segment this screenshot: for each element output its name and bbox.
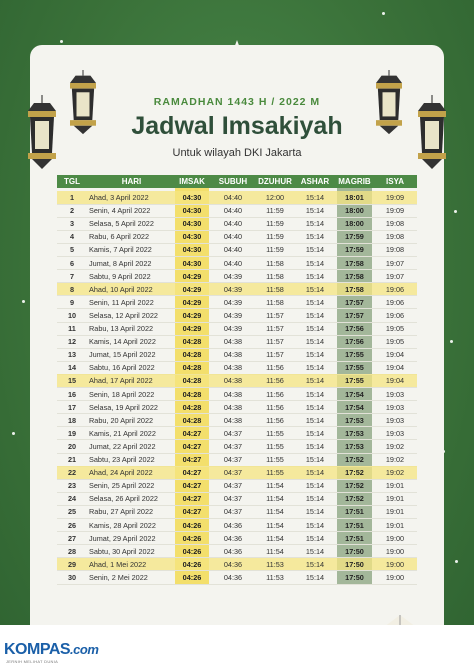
cell-magrib: 17:53 — [345, 441, 364, 451]
cell-hari: Rabu, 20 April 2022 — [89, 415, 154, 425]
cell-magrib: 18:00 — [345, 206, 364, 216]
table-row — [57, 440, 417, 453]
cell-isya: 19:04 — [385, 363, 405, 373]
cell-isya: 19:07 — [385, 271, 405, 281]
cell-tgl: 11 — [68, 324, 76, 333]
cell-subuh: 04:36 — [223, 559, 243, 569]
cell-subuh: 04:40 — [223, 193, 243, 202]
table-row — [57, 545, 417, 558]
cell-tgl: 2 — [69, 206, 75, 216]
cell-ashar: 15:14 — [305, 232, 325, 242]
cell-imsak: 04:28 — [182, 376, 202, 386]
cell-imsak: 04:30 — [182, 206, 202, 216]
cell-subuh: 04:38 — [223, 376, 243, 386]
cell-magrib: 17:58 — [345, 271, 364, 281]
cell-isya: 19:02 — [385, 455, 405, 464]
cell-hari: Senin, 4 April 2022 — [89, 206, 151, 216]
cell-hari: Ahad, 3 April 2022 — [89, 193, 149, 202]
cell-tgl: 18 — [67, 415, 77, 425]
header-imsak: IMSAK — [179, 177, 205, 186]
logo-main: KOMPAS — [4, 641, 71, 658]
cell-hari: Senin, 11 April 2022 — [89, 297, 154, 307]
cell-dzuhur: 11:57 — [266, 337, 284, 347]
cell-subuh: 04:39 — [223, 310, 243, 320]
cell-imsak: 04:27 — [182, 507, 202, 517]
cell-dzuhur: 11:57 — [266, 324, 284, 333]
cell-dzuhur: 11:57 — [266, 310, 284, 320]
ramadhan-year-label: RAMADHAN 1443 H / 2022 M — [153, 96, 321, 108]
cell-hari: Selasa, 26 April 2022 — [89, 494, 158, 504]
cell-tgl: 10 — [67, 310, 77, 320]
cell-dzuhur: 11:56 — [266, 376, 284, 386]
cell-tgl: 27 — [67, 533, 77, 543]
cell-dzuhur: 11:59 — [266, 232, 284, 242]
cell-magrib: 17:51 — [345, 507, 364, 517]
cell-dzuhur: 11:55 — [266, 468, 284, 478]
cell-tgl: 25 — [67, 507, 77, 517]
cell-magrib: 17:52 — [345, 468, 364, 478]
cell-imsak: 04:29 — [182, 297, 202, 307]
cell-subuh: 04:39 — [223, 284, 243, 294]
star-icon — [455, 560, 458, 563]
logo-suffix: .com — [70, 642, 99, 657]
table-row — [57, 388, 417, 401]
cell-subuh: 04:36 — [223, 533, 243, 543]
cell-magrib: 17:53 — [345, 415, 364, 425]
cell-imsak: 04:28 — [182, 389, 202, 399]
table-row — [57, 217, 417, 230]
cell-magrib: 17:54 — [345, 389, 364, 399]
table-row — [57, 191, 417, 204]
cell-ashar: 15:14 — [305, 271, 325, 281]
cell-ashar: 15:14 — [305, 206, 325, 216]
cell-hari: Senin, 18 April 2022 — [89, 389, 155, 399]
cell-tgl: 16 — [67, 389, 77, 399]
cell-isya: 19:07 — [385, 258, 405, 268]
cell-magrib: 17:53 — [345, 428, 364, 438]
cell-hari: Rabu, 6 April 2022 — [89, 232, 150, 242]
cell-imsak: 04:28 — [182, 350, 202, 360]
cell-imsak: 04:30 — [182, 258, 202, 268]
table-row — [57, 519, 417, 532]
cell-magrib: 18:01 — [345, 193, 364, 202]
cell-tgl: 3 — [69, 219, 75, 229]
cell-imsak: 04:26 — [182, 546, 202, 556]
cell-hari: Jumat, 29 April 2022 — [89, 533, 156, 543]
cell-isya: 19:04 — [385, 350, 405, 360]
cell-magrib: 17:50 — [345, 559, 364, 569]
table-row — [57, 532, 417, 545]
cell-magrib: 17:55 — [345, 350, 364, 360]
cell-imsak: 04:26 — [182, 520, 202, 530]
cell-hari: Senin, 25 April 2022 — [89, 481, 155, 491]
cell-tgl: 9 — [69, 297, 75, 307]
cell-subuh: 04:37 — [223, 468, 243, 478]
cell-hari: Senin, 2 Mei 2022 — [89, 572, 148, 582]
cell-isya: 19:09 — [385, 206, 405, 216]
cell-hari: Selasa, 5 April 2022 — [89, 219, 154, 229]
star-icon — [454, 210, 457, 213]
cell-imsak: 04:29 — [182, 324, 202, 333]
kompas-logo[interactable] — [4, 641, 98, 659]
table-row — [57, 558, 417, 571]
cell-dzuhur: 11:55 — [266, 455, 284, 464]
table-row — [57, 492, 417, 505]
cell-subuh: 04:37 — [223, 428, 243, 438]
cell-subuh: 04:37 — [223, 494, 243, 504]
cell-subuh: 04:38 — [223, 363, 243, 373]
cell-isya: 19:02 — [385, 468, 405, 478]
cell-hari: Sabtu, 23 April 2022 — [89, 455, 155, 464]
cell-isya: 19:08 — [385, 219, 405, 229]
cell-ashar: 15:14 — [305, 428, 325, 438]
cell-hari: Sabtu, 9 April 2022 — [89, 271, 151, 281]
table-row — [57, 361, 417, 374]
cell-hari: Jumat, 8 April 2022 — [89, 258, 152, 268]
cell-isya: 19:01 — [385, 481, 405, 491]
cell-magrib: 17:52 — [345, 481, 364, 491]
cell-tgl: 14 — [67, 363, 77, 373]
cell-tgl: 8 — [69, 284, 75, 294]
cell-ashar: 15:14 — [305, 494, 325, 504]
table-row — [57, 283, 417, 296]
cell-hari: Rabu, 13 April 2022 — [89, 324, 154, 333]
cell-magrib: 17:51 — [345, 520, 364, 530]
cell-ashar: 15:14 — [305, 441, 325, 451]
cell-dzuhur: 11:55 — [266, 441, 284, 451]
cell-isya: 19:05 — [385, 324, 405, 333]
cell-tgl: 15 — [67, 376, 77, 386]
cell-subuh: 04:39 — [223, 297, 243, 307]
header-subuh: SUBUH — [218, 177, 248, 186]
cell-isya: 19:02 — [385, 441, 405, 451]
cell-hari: Rabu, 27 April 2022 — [89, 507, 154, 517]
cell-dzuhur: 11:55 — [266, 428, 284, 438]
cell-dzuhur: 11:57 — [266, 350, 284, 360]
cell-ashar: 15:14 — [305, 193, 325, 202]
cell-hari: Ahad, 17 April 2022 — [89, 376, 153, 386]
cell-tgl: 21 — [67, 455, 77, 464]
cell-tgl: 6 — [69, 258, 75, 268]
header-isya: ISYA — [386, 177, 404, 186]
cell-subuh: 04:36 — [223, 546, 243, 556]
cell-hari: Selasa, 12 April 2022 — [89, 310, 158, 320]
table-row — [57, 427, 417, 440]
table-header — [57, 175, 417, 188]
table-row — [57, 296, 417, 309]
cell-ashar: 15:14 — [305, 533, 325, 543]
cell-subuh: 04:39 — [223, 271, 243, 281]
cell-imsak: 04:27 — [182, 494, 202, 504]
star-icon — [12, 432, 15, 435]
cell-ashar: 15:14 — [305, 363, 325, 373]
cell-imsak: 04:27 — [182, 481, 202, 491]
cell-tgl: 29 — [67, 559, 77, 569]
cell-tgl: 4 — [69, 232, 75, 242]
cell-dzuhur: 11:58 — [266, 258, 284, 268]
cell-ashar: 15:14 — [305, 297, 325, 307]
cell-imsak: 04:27 — [182, 468, 202, 478]
cell-isya: 19:06 — [385, 297, 405, 307]
cell-tgl: 1 — [69, 193, 75, 202]
cell-ashar: 15:14 — [305, 559, 325, 569]
cell-subuh: 04:40 — [223, 245, 243, 255]
cell-subuh: 04:37 — [223, 455, 243, 464]
cell-subuh: 04:40 — [223, 219, 243, 229]
cell-imsak: 04:27 — [182, 455, 202, 464]
table-row — [57, 257, 417, 270]
cell-dzuhur: 11:54 — [266, 507, 284, 517]
header-dzuhur: DZUHUR — [258, 177, 292, 186]
star-icon — [22, 300, 25, 303]
cell-ashar: 15:14 — [305, 337, 325, 347]
cell-dzuhur: 11:56 — [266, 402, 284, 412]
cell-hari: Ahad, 24 April 2022 — [89, 468, 153, 478]
cell-hari: Ahad, 1 Mei 2022 — [89, 559, 147, 569]
star-icon — [60, 40, 63, 43]
cell-ashar: 15:14 — [305, 350, 325, 360]
cell-tgl: 19 — [67, 428, 77, 438]
cell-imsak: 04:30 — [182, 193, 202, 202]
cell-tgl: 24 — [67, 494, 77, 504]
table-row — [57, 466, 417, 479]
cell-tgl: 23 — [67, 481, 77, 491]
table-row — [57, 243, 417, 256]
cell-isya: 19:08 — [385, 232, 405, 242]
cell-ashar: 15:14 — [305, 468, 325, 478]
cell-magrib: 17:58 — [345, 284, 364, 294]
cell-tgl: 28 — [67, 546, 77, 556]
cell-magrib: 17:51 — [345, 533, 364, 543]
cell-magrib: 17:59 — [345, 232, 364, 242]
table-row — [57, 230, 417, 243]
cell-isya: 19:06 — [385, 310, 405, 320]
cell-magrib: 17:57 — [345, 297, 364, 307]
cell-ashar: 15:14 — [305, 219, 325, 229]
cell-isya: 19:01 — [385, 520, 405, 530]
cell-ashar: 15:14 — [305, 481, 325, 491]
star-icon — [450, 340, 453, 343]
star-icon — [382, 12, 385, 15]
cell-hari: Jumat, 22 April 2022 — [89, 441, 156, 451]
cell-magrib: 17:55 — [345, 376, 364, 386]
cell-subuh: 04:40 — [223, 258, 243, 268]
table-row — [57, 571, 417, 584]
cell-ashar: 15:14 — [305, 402, 325, 412]
table-row — [57, 204, 417, 217]
cell-imsak: 04:26 — [182, 559, 202, 569]
cell-dzuhur: 11:58 — [266, 297, 284, 307]
cell-ashar: 15:14 — [305, 376, 325, 386]
page-title: Jadwal Imsakiyah — [131, 112, 343, 140]
cell-ashar: 15:14 — [305, 520, 325, 530]
cell-subuh: 04:36 — [223, 520, 243, 530]
cell-imsak: 04:27 — [182, 441, 202, 451]
table-row — [57, 309, 417, 322]
cell-isya: 19:01 — [385, 494, 405, 504]
cell-ashar: 15:14 — [305, 258, 325, 268]
cell-hari: Ahad, 10 April 2022 — [89, 284, 153, 294]
cell-dzuhur: 11:56 — [266, 415, 284, 425]
cell-imsak: 04:28 — [182, 337, 202, 347]
cell-ashar: 15:14 — [305, 389, 325, 399]
cell-magrib: 17:50 — [345, 546, 364, 556]
cell-magrib: 17:54 — [345, 402, 364, 412]
table-row — [57, 505, 417, 518]
cell-ashar: 15:14 — [305, 507, 325, 517]
cell-tgl: 22 — [67, 468, 77, 478]
cell-imsak: 04:28 — [182, 402, 202, 412]
cell-dzuhur: 11:56 — [266, 363, 284, 373]
cell-dzuhur: 11:56 — [266, 389, 284, 399]
cell-ashar: 15:14 — [305, 324, 325, 333]
cell-dzuhur: 11:59 — [266, 219, 284, 229]
cell-isya: 19:00 — [385, 572, 405, 582]
cell-hari: Kamis, 21 April 2022 — [89, 428, 156, 438]
table-row — [57, 414, 417, 427]
cell-hari: Jumat, 15 April 2022 — [89, 350, 156, 360]
table-row — [57, 335, 417, 348]
cell-isya: 19:03 — [385, 389, 405, 399]
cell-magrib: 17:55 — [345, 363, 364, 373]
cell-hari: Kamis, 7 April 2022 — [89, 245, 152, 255]
cell-imsak: 04:29 — [182, 271, 202, 281]
cell-ashar: 15:14 — [305, 415, 325, 425]
cell-hari: Kamis, 28 April 2022 — [89, 520, 156, 530]
cell-subuh: 04:37 — [223, 441, 243, 451]
cell-isya: 19:03 — [385, 428, 405, 438]
cell-subuh: 04:39 — [223, 324, 243, 333]
cell-magrib: 18:00 — [345, 219, 364, 229]
cell-ashar: 15:14 — [305, 546, 325, 556]
cell-tgl: 17 — [67, 402, 77, 412]
cell-isya: 19:04 — [385, 376, 405, 386]
header-hari: HARI — [121, 177, 142, 186]
cell-dzuhur: 11:54 — [266, 546, 284, 556]
table-row — [57, 401, 417, 414]
cell-isya: 19:03 — [385, 415, 405, 425]
cell-dzuhur: 11:53 — [266, 572, 284, 582]
cell-magrib: 17:56 — [345, 324, 364, 333]
cell-imsak: 04:26 — [182, 533, 202, 543]
table-row — [57, 322, 417, 335]
cell-magrib: 17:56 — [345, 337, 364, 347]
table-row — [57, 453, 417, 466]
cell-imsak: 04:27 — [182, 428, 202, 438]
cell-dzuhur: 11:59 — [266, 245, 284, 255]
cell-imsak: 04:26 — [182, 572, 202, 582]
cell-ashar: 15:14 — [305, 310, 325, 320]
cell-isya: 19:00 — [385, 559, 405, 569]
cell-subuh: 04:38 — [223, 402, 243, 412]
cell-isya: 19:09 — [385, 193, 405, 202]
cell-hari: Kamis, 14 April 2022 — [89, 337, 156, 347]
cell-hari: Selasa, 19 April 2022 — [89, 402, 158, 412]
table-row — [57, 348, 417, 361]
cell-dzuhur: 11:53 — [266, 559, 284, 569]
cell-subuh: 04:38 — [223, 389, 243, 399]
cell-magrib: 17:59 — [345, 245, 364, 255]
cell-magrib: 17:52 — [345, 455, 364, 464]
cell-imsak: 04:30 — [182, 219, 202, 229]
cell-ashar: 15:14 — [305, 572, 325, 582]
cell-isya: 19:03 — [385, 402, 405, 412]
cell-isya: 19:00 — [385, 546, 405, 556]
cell-dzuhur: 11:58 — [266, 284, 284, 294]
cell-subuh: 04:37 — [223, 507, 243, 517]
cell-subuh: 04:38 — [223, 337, 243, 347]
cell-tgl: 12 — [67, 337, 77, 347]
cell-imsak: 04:29 — [182, 284, 202, 294]
cell-isya: 19:01 — [385, 507, 405, 517]
table-row — [57, 374, 417, 387]
cell-tgl: 7 — [69, 271, 75, 281]
cell-subuh: 04:40 — [223, 232, 243, 242]
cell-dzuhur: 11:54 — [266, 494, 284, 504]
cell-ashar: 15:14 — [305, 455, 325, 464]
cell-dzuhur: 11:54 — [266, 533, 284, 543]
cell-ashar: 15:14 — [305, 284, 325, 294]
cell-tgl: 26 — [67, 520, 77, 530]
cell-imsak: 04:30 — [182, 245, 202, 255]
cell-isya: 19:05 — [385, 337, 405, 347]
header-tgl: TGL — [64, 177, 80, 186]
cell-imsak: 04:29 — [182, 310, 202, 320]
cell-magrib: 17:58 — [345, 258, 364, 268]
cell-dzuhur: 11:58 — [266, 271, 284, 281]
header-ashar: ASHAR — [300, 177, 330, 186]
cell-hari: Sabtu, 30 April 2022 — [89, 546, 155, 556]
cell-ashar: 15:14 — [305, 245, 325, 255]
cell-tgl: 5 — [69, 245, 75, 255]
cell-isya: 19:08 — [385, 245, 405, 255]
cell-isya: 19:06 — [385, 284, 405, 294]
cell-subuh: 04:38 — [223, 350, 243, 360]
cell-isya: 19:00 — [385, 533, 405, 543]
cell-magrib: 17:52 — [345, 494, 364, 504]
cell-imsak: 04:28 — [182, 415, 202, 425]
cell-dzuhur: 11:59 — [266, 206, 284, 216]
cell-dzuhur: 11:54 — [266, 520, 284, 530]
table-row — [57, 479, 417, 492]
cell-subuh: 04:37 — [223, 481, 243, 491]
header-magrib: MAGRIB — [338, 177, 371, 186]
cell-imsak: 04:28 — [182, 363, 202, 373]
region-subtitle: Untuk wilayah DKI Jakarta — [172, 147, 302, 159]
cell-subuh: 04:38 — [223, 415, 243, 425]
cell-tgl: 20 — [67, 441, 77, 451]
logo-tagline: JERNIH MELIHAT DUNIA — [6, 659, 59, 664]
cell-imsak: 04:30 — [182, 232, 202, 242]
cell-tgl: 30 — [67, 572, 77, 582]
cell-subuh: 04:36 — [223, 572, 243, 582]
cell-dzuhur: 12:00 — [265, 193, 285, 202]
cell-magrib: 17:50 — [345, 572, 364, 582]
cell-hari: Sabtu, 16 April 2022 — [89, 363, 155, 373]
table-row — [57, 270, 417, 283]
cell-tgl: 13 — [67, 350, 77, 360]
cell-subuh: 04:40 — [223, 206, 243, 216]
cell-magrib: 17:57 — [345, 310, 364, 320]
cell-dzuhur: 11:54 — [266, 481, 284, 491]
